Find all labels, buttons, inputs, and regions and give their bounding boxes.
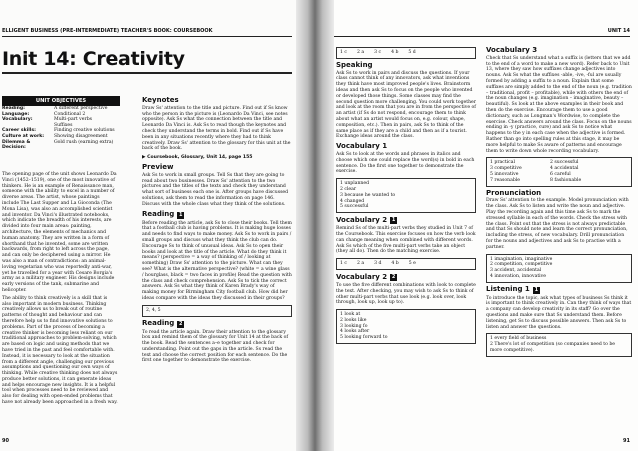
section-number-badge: 1 — [391, 217, 396, 224]
answer-item: 4 changed — [340, 198, 365, 204]
vocab3-heading: Vocabulary 3 — [486, 46, 538, 54]
answer-item: 3 accident, accidental — [490, 268, 542, 274]
vocab2b-text: To use the five different combinations with look to complete the text. After checking, you may wish to ask Ss to think of other multi-part verbs that use look (e.g. look over, look through, look up, look up to). — [336, 282, 476, 306]
vocab2-heading: Vocabulary 2 1 — [336, 215, 396, 224]
vocab3-answer-box — [486, 157, 632, 186]
right-page — [322, 0, 638, 451]
answer-item: 1 look at — [340, 312, 361, 318]
answer-item: 4 innovation, innovative — [490, 273, 546, 279]
answer-item: 4 accidental — [550, 166, 579, 172]
answer-item: 3 looking fo — [340, 323, 368, 329]
objective-value: Gold rush (earning extra) — [54, 139, 114, 145]
pronunciation-text: Draw Ss' attention to the example. Model pronunciation with the class. Ask Ss to listen and write the noun and adjective. Play the recording again and this time ask Ss to mark the stressed syllable in each of the words. Check the stress with the class. Point out that the stress is not always predictable and that Ss should note and learn the correct pronunciation, including the stress, of new vocabulary. Drill pronunciation for the nouns and adjectives and ask Ss to practise with a partner. — [486, 198, 629, 250]
vocab1-text: Ask Ss to look at the words and phrases in italics and choose which one could replace the word(s) in bold in each sentence. Do the first one together to demonstrate the exercise. — [336, 151, 475, 175]
keynotes-heading: Keynotes — [142, 96, 179, 104]
objective-label: Culture at work: — [2, 133, 45, 139]
answer-item: 5 successful — [340, 204, 369, 210]
keynotes-text: Draw Ss' attention to the title and picture. Find out if Ss know who the person in the picture is (Leonardo Da Vinci, see notes opposite). Ask Ss what the connection between the title and Leonardo Da Vinci is. Ask Ss to read though the keynotes and check they understand the terms in bold. Find out if Ss have been in any situations recently where they had to think creatively. Draw Ss' attention to the glossary for this unit at the back of the book. — [142, 105, 291, 152]
vocab3-text: Check that Ss understand what a suffix is (letters that we add to the end of a word to make a new word). Refer back to Unit 13, where they saw how suffixes change adjectives into nouns. Ask Ss what the suffixes -able, -ive, -ful are usually formed by adding a suffix to a noun. Explain that some suffixes are simply added to the end of the noun (e.g. tradition – traditional, profit – profitable), while with others the end of the noun changes (e.g. imagination – imaginative, beauty – beautiful). Ss look at the above examples in their book and then do the exercise. Encourage them to use a good dictionary, such as Longman's Wordwise, to complete the exercise. Check answers around the class. Focus on the nouns ending in -y (practice, cure) and ask Ss to notice what happens to the y in each case when the adjective is formed. Rather than go into spelling rules at this stage, it may be more helpful to make Ss aware of patterns and encourage them to write down whole recording vocabulary. — [486, 55, 632, 154]
answer-item: 2 a — [356, 50, 365, 55]
glossary-link[interactable]: ▶ Coursebook, Glossary, Unit 14, page 155 — [142, 155, 253, 161]
objective-value: Conditional 2 — [54, 111, 86, 117]
reading1-answer-box: 2, 4, 5 — [142, 305, 292, 317]
left-page — [0, 0, 312, 451]
listening1-answer-box — [486, 333, 632, 356]
header-rule — [334, 36, 630, 37]
answer-item: 3 competitive — [490, 166, 522, 172]
answer-item: 2 a — [356, 261, 365, 267]
answer-item: 5 d — [408, 50, 416, 55]
reading1-text: Before reading the article, ask Ss to close their books. Tell them that a football club is having problems. It is making huge losses and needs to find ways to make money. Ask Ss to work in pairs / small groups and discuss what they think the club can do. Encourage Ss to think of unusual ideas. Ask Ss to open their books and look at the title of the article. What do they think it means? (perspective = a way of thinking of / looking at something) Draw Ss' attention to the picture. What can they see? What is the alternative perspective? (white = a wine glass / hourglass, black = two faces in profile) Read the question with the class and check comprehension. Ask Ss to tick the correct answers. Ask Ss what they think of Karen Brady's way of making money for Birmingham City football club. How did her ideas compare with the ideas they discussed in their groups? — [142, 220, 292, 301]
answer-item: 1 c — [340, 50, 347, 55]
answer-item: 2 clear — [340, 186, 357, 192]
answer-item: 5 innovative — [490, 171, 519, 177]
answer-item: 2 competition, competitive — [490, 262, 553, 268]
intro-paragraph-2: The ability to think creatively is a skill that is also important in modern business. Thinking creatively allows us to break out of routine patterns of thought and behaviour and can therefore help us to find innovative solutions to problems. Part of the process of becoming a creative thinker is becoming less reliant on our traditional approaches to problem-solving, which are based on logic and using methods that we have tried in the past and feel comfortable with. Instead, it is necessary to look at the situation from a different angle, challenging our previous assumptions and questioning our own ways of thinking. While creative thinking does not always produce better solutions, it can generate ideas and helps encourage new insights. It is a helpful tool when processes need to be reviewed and also for dealing with open-ended problems that have not already been approached in a fresh way. — [2, 295, 118, 406]
answer-item: 1 c — [340, 261, 347, 267]
vocab1-answer-box — [336, 178, 476, 213]
section-number-badge: 1 — [179, 211, 183, 218]
pronunciation-answer-box — [486, 254, 632, 283]
answer-item: 5 e — [408, 261, 416, 267]
title-rule — [2, 72, 292, 74]
answer-item: 1 practical — [490, 160, 515, 166]
right-column-2 — [486, 44, 632, 360]
objectives-list — [2, 106, 120, 151]
objective-label: Vocabulary: — [2, 117, 33, 123]
vocab1-heading: Vocabulary 1 — [336, 142, 388, 151]
notes-column — [142, 94, 292, 366]
section-number-badge: 2 — [179, 320, 183, 327]
binding-gutter — [296, 0, 334, 451]
header-rule — [2, 36, 292, 37]
objective-label: Reading: — [2, 106, 26, 111]
answer-item: 3 c — [374, 50, 382, 55]
answer-item: 1 unplanned — [340, 181, 370, 187]
objective-value: A different perspective — [54, 106, 108, 111]
speaking-heading: Speaking — [336, 60, 373, 69]
objective-value: Showing disagreement — [54, 133, 108, 139]
reading2-heading: Reading 2 — [142, 319, 183, 328]
unit-objectives-box — [2, 96, 120, 151]
answer-item: 4 looks after — [340, 329, 370, 335]
answer-item: 8 fashionable — [550, 177, 582, 183]
objectives-heading: UNIT OBJECTIVES — [2, 96, 120, 106]
intro-paragraph: The opening page of the unit shows Leonardo Da Vinci (1452–1519), one of the most innovative of thinkers. He is an example of Renaissance man, someone with the ability to excel in a number of diverse areas. The artist, whose paintings include The Last Supper and La Gioconda (The Mona Lisa), was also an accomplished scientist and inventor. Da Vinci's illustrated notebooks, which indicate the breadth of his interests, are divided into four main areas: painting, architecture, the elements of mechanics and human anatomy. They are written in a form of shorthand that he invented, some are written backwards, from right to left across the page, and can only be deciphered using a mirror. He was also a man of contradictions: an animal-loving vegetarian who was reportedly anti-war, yet he travelled for a year with Cesare Borgia's army as a military engineer. His designs include early versions of the tank, submarine and helicopter. — [2, 172, 117, 293]
intro-column — [2, 172, 118, 408]
answer-box — [336, 47, 476, 59]
vocab2-text: Remind Ss of the multi-part verbs they studied in Unit 7 of the Coursebook. This exercise focuses on how the verb look can change meaning when combined with different words. Ask Ss which of the five multi-part verbs take an object (they all do). Then do the matching exercise. — [336, 226, 476, 255]
answer-item: 7 reasonable — [490, 177, 520, 183]
vocab2-answer-box — [336, 258, 476, 270]
page-number: 90 — [2, 438, 9, 444]
answer-item: 4 b — [391, 50, 399, 55]
running-header: UNIT 14 — [607, 28, 630, 34]
answer-item: 1 every field of business — [490, 336, 547, 342]
answer-item: 2 There's lot of competition (so companies need to be more competitive). — [490, 342, 615, 354]
objective-value: Multi-part verbs — [54, 117, 92, 123]
section-number-badge: 1 — [534, 286, 539, 293]
answer-row — [490, 178, 628, 184]
speaking-text: Ask Ss to work in pairs and discuss the questions. If your class cannot think of any innovators, ask what inventions they think have most improved people's lives. Brainstorm ideas and then ask Ss to focus on the people who invented or developed those things. Some classes may find the second question more challenging. You could work together and look at the room that you are in from the perspective of an artist (if Ss do not respond, encourage them to think about what an artist would focus on, e.g. colour, shape, composition, etc.). Then in pairs, ask Ss to think of the same place as if they are a child and then as if a tourist. Exchange ideas around the class. — [336, 70, 477, 140]
listening1-text: To introduce the topic, ask what types of business Ss think it is important to think creatively in. Can they think of ways that a company can develop creativity in its staff? Go over the questions and make sure that Ss understand them. Before listening, get Ss to discuss possible answers. Then ask Ss to listen and answer the questions. — [486, 295, 632, 330]
answer-item: 1 imagination, imaginative — [490, 256, 553, 262]
reading1-heading: Reading 1 — [142, 210, 183, 219]
right-column-1 — [336, 44, 476, 347]
answer-item: 3 d — [374, 261, 382, 267]
vocab2b-heading: Vocabulary 2 2 — [336, 272, 396, 281]
objective-label: Dilemma & Decision: — [2, 139, 31, 151]
objective-value: Suffixes — [54, 122, 73, 128]
objective-label: Career skills: — [2, 128, 36, 134]
answer-item: 3 because he wanted to — [340, 192, 396, 198]
answer-item: 2 successful — [550, 160, 579, 166]
page-title: Init 14: Creativity — [2, 48, 185, 70]
answer-item: 5 looking forward to — [340, 335, 388, 341]
page-number: 91 — [623, 438, 630, 444]
vocab2b-answer-box — [336, 309, 476, 344]
objective-row — [2, 140, 120, 151]
listening1-heading: Listening 1 1 — [486, 285, 539, 294]
objective-label: Language: — [2, 111, 30, 117]
preview-heading: Preview — [142, 162, 174, 171]
preview-text: Ask Ss to work in small groups. Tell Ss that they are going to read about two businesses. Draw Ss' attention to the two pictures and the titles of the texts and check they understand what sort of business each one is. After groups have discussed solutions, ask them to read the information on page 146. Discuss with the whole class what they think of the solutions. — [142, 172, 289, 207]
objective-value: Finding creative solutions — [54, 128, 115, 134]
answer-item: 6 careful — [550, 171, 571, 177]
pronunciation-heading: Pronunciation — [486, 188, 542, 197]
section-number-badge: 2 — [391, 273, 396, 280]
running-header: ELLIGENT BUSINESS (PRE-INTERMEDIATE) TEACHER'S BOOK: COURSEBOOK — [2, 28, 213, 34]
reading2-text: To read the article again. Draw their attention to the glossary box and remind them of the glossary for Unit 14 at the back of the book. Read the sentences a–e together and check for understanding. Point out the gaps in the article. Ss read the text and choose the correct position for each sentence. Do the first one together to demonstrate the exercise. — [142, 329, 289, 364]
answer-item: 2 looks like — [340, 317, 367, 323]
answer-item: 4 b — [391, 261, 399, 267]
